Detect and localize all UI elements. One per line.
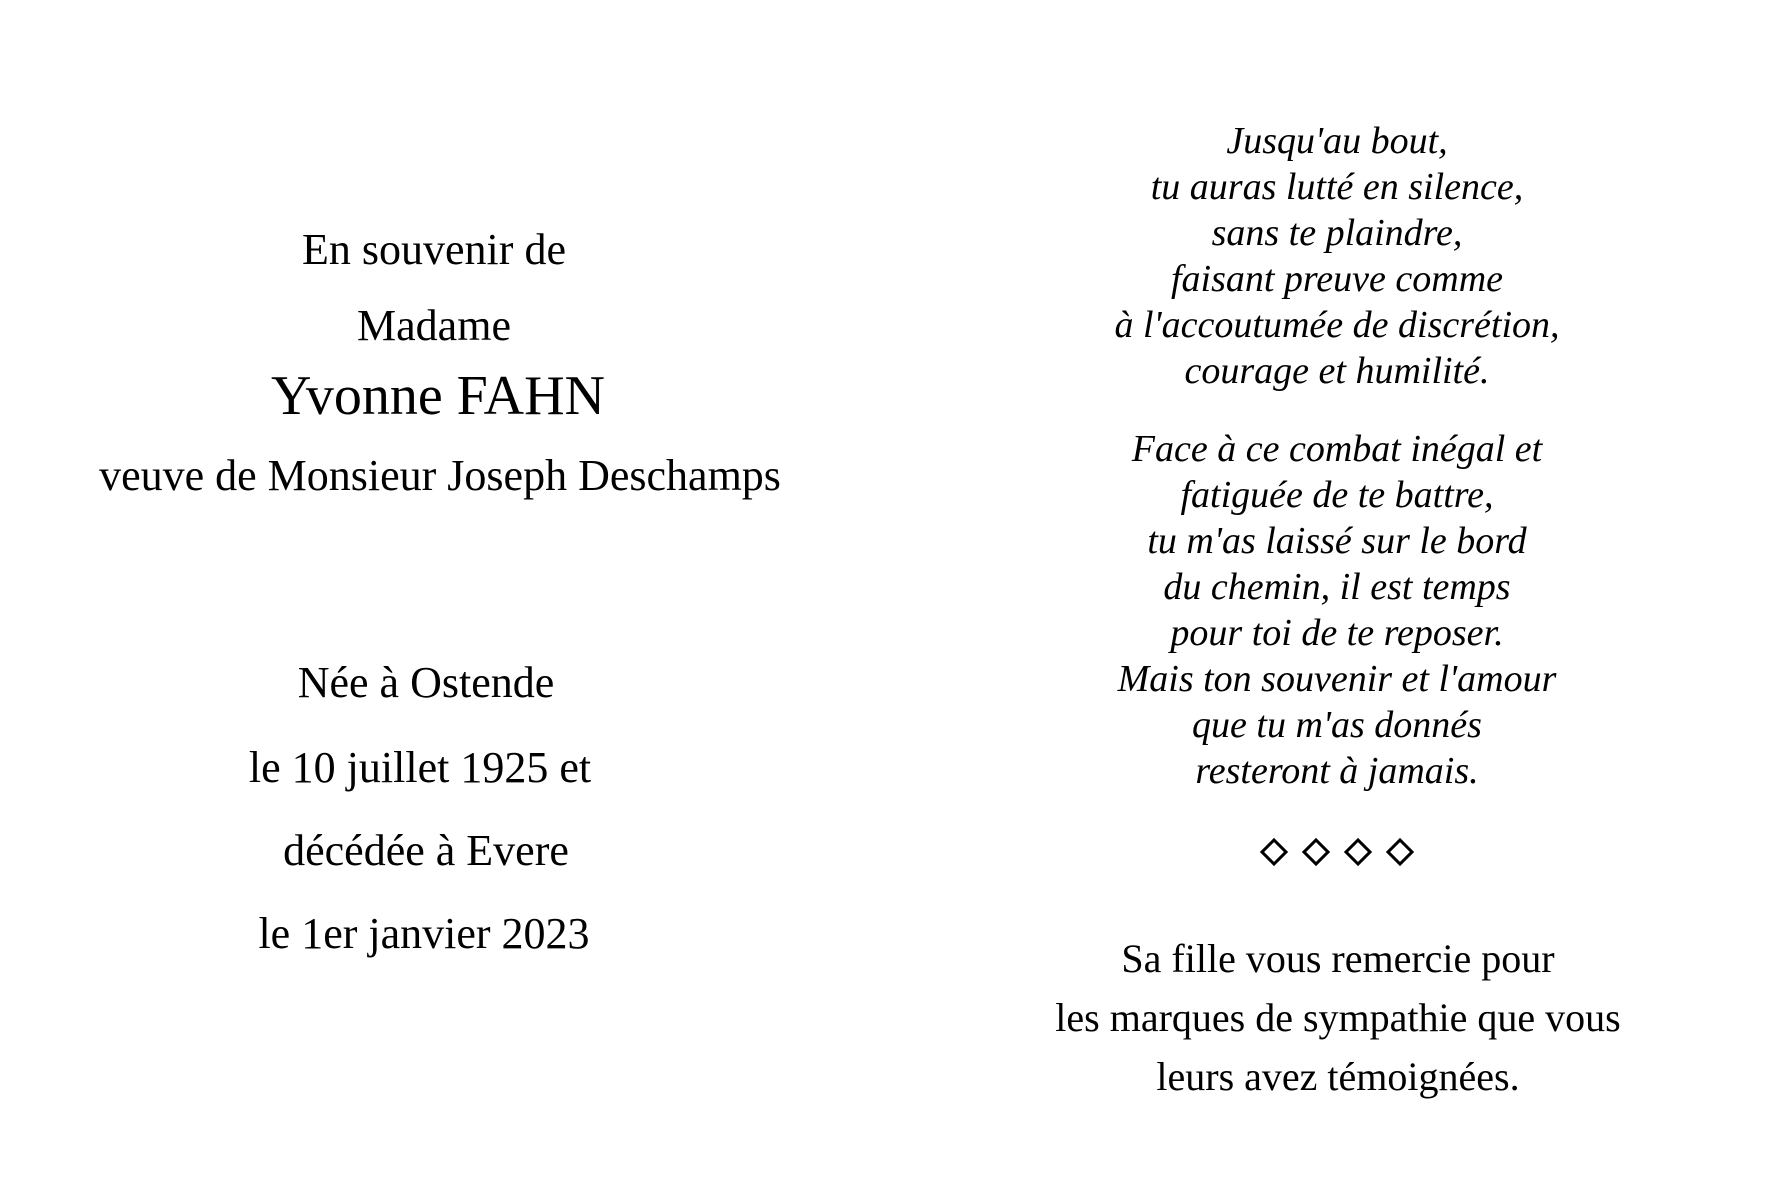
- poem-line: Jusqu'au bout,: [1226, 120, 1448, 162]
- poem-line: sans te plaindre,: [1211, 212, 1463, 254]
- poem-line: Mais ton souvenir et l'amour: [1117, 658, 1557, 700]
- thanks-line: leurs avez témoignées.: [1156, 1054, 1520, 1099]
- diamond-ornament: [1260, 838, 1414, 866]
- death-place: décédée à Evere: [283, 826, 569, 875]
- poem-line: faisant preuve comme: [1170, 258, 1504, 300]
- poem-line: tu auras lutté en silence,: [1150, 166, 1524, 208]
- poem-line: courage et humilité.: [1184, 350, 1490, 392]
- intro-text: En souvenir de: [302, 225, 566, 274]
- diamond-icon: [1302, 838, 1330, 866]
- widow-of-text: veuve de Monsieur Joseph Deschamps: [99, 451, 781, 500]
- poem-line: à l'accoutumée de discrétion,: [1114, 304, 1560, 346]
- birth-date: le 10 juillet 1925 et: [248, 743, 592, 792]
- deceased-name: Yvonne FAHN: [270, 365, 606, 427]
- diamond-icon: [1260, 838, 1288, 866]
- thanks-message: [1055, 929, 1620, 1106]
- poem-line: du chemin, il est temps: [1163, 566, 1511, 608]
- poem-line: fatiguée de te battre,: [1180, 474, 1494, 516]
- honorific-text: Madame: [357, 301, 511, 350]
- poem-stanza-1: [1115, 118, 1560, 394]
- poem-line: que tu m'as donnés: [1192, 704, 1482, 746]
- poem-line: tu m'as laissé sur le bord: [1147, 520, 1527, 562]
- thanks-line: les marques de sympathie que vous: [1055, 995, 1621, 1040]
- poem-line: Face à ce combat inégal et: [1131, 428, 1543, 470]
- diamond-icon: [1386, 838, 1414, 866]
- poem-line: resteront à jamais.: [1195, 750, 1479, 792]
- death-date: le 1er janvier 2023: [258, 909, 590, 958]
- poem-stanza-2: [1118, 426, 1557, 794]
- diamond-icon: [1344, 838, 1372, 866]
- thanks-line: Sa fille vous remercie pour: [1121, 936, 1555, 981]
- birth-place: Née à Ostende: [297, 658, 555, 707]
- right-panel: [886, 0, 1772, 1181]
- poem-line: pour toi de te reposer.: [1170, 612, 1504, 654]
